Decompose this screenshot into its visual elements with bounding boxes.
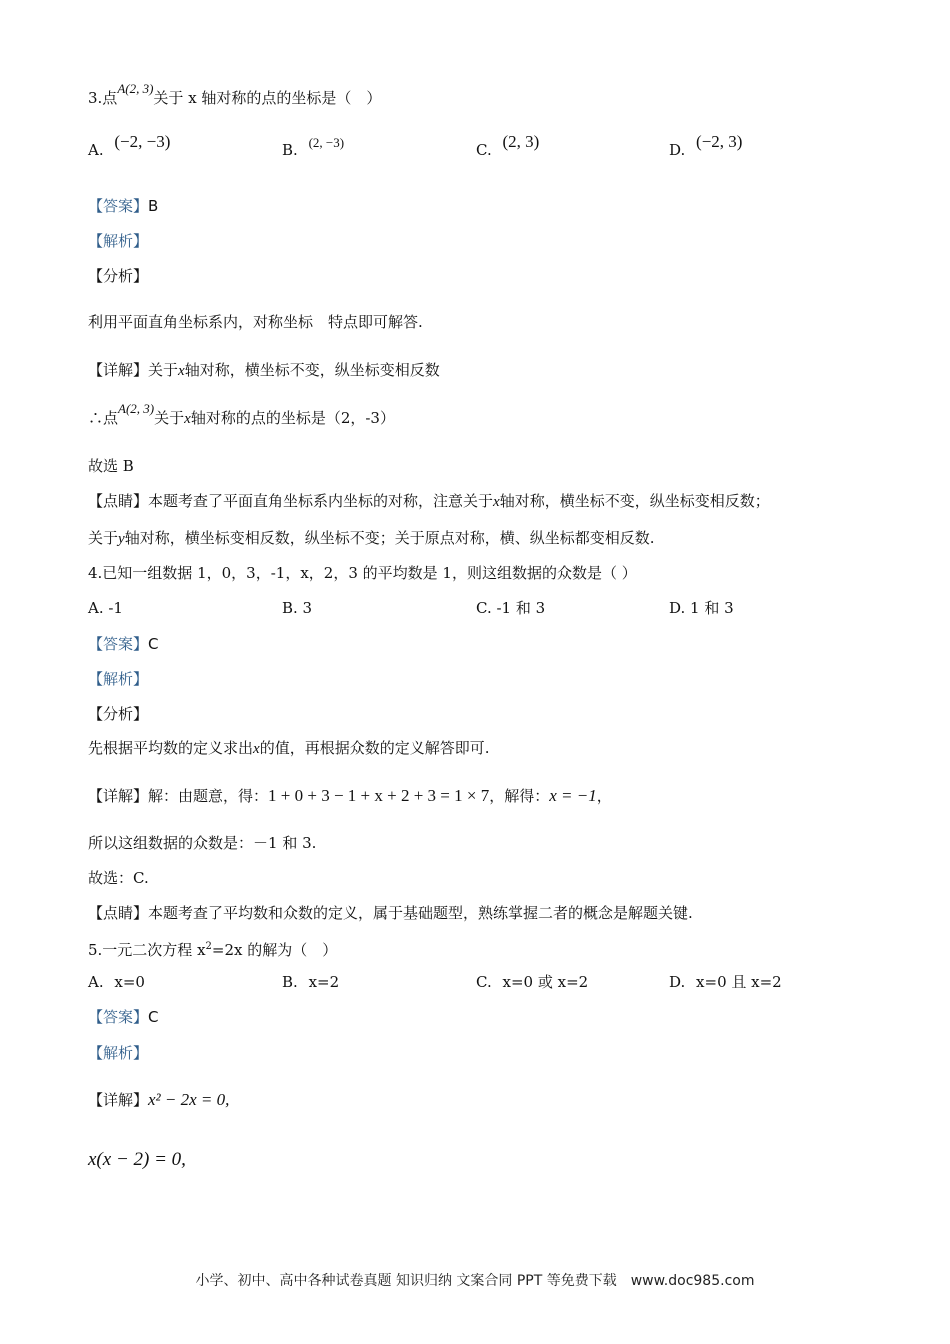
option-letter: A. <box>88 141 104 159</box>
option-letter: C. <box>476 973 492 991</box>
q3-number: 3.点 <box>88 89 118 107</box>
math-solution: x = −1 <box>549 786 597 805</box>
detail-text: ， <box>596 787 612 805</box>
math-var: x <box>493 494 500 510</box>
math-equation: x(x − 2) = 0, <box>88 1149 186 1170</box>
q5-detail <box>88 1090 229 1110</box>
q3-fenxi-text: 利用平面直角坐标系内，对称坐标 特点即可解答. <box>88 313 423 331</box>
q3-fenxi-tag: 【分析】 <box>88 267 149 285</box>
answer-tag: 【答案】 <box>88 197 149 215</box>
q4-fenxi-text <box>88 738 489 759</box>
option-letter: A. <box>88 973 104 991</box>
answer-value: C <box>148 1008 159 1026</box>
comment-text: 本题考查了平均数和众数的定义，属于基础题型，熟练掌握二者的概念是解题关键. <box>148 904 693 922</box>
q4-answer <box>88 634 159 654</box>
q4-option-a: A. -1 <box>88 599 123 617</box>
answer-tag: 【答案】 <box>88 635 149 653</box>
q5-option-b <box>282 972 339 992</box>
q3-answer <box>88 196 158 216</box>
q5-option-d <box>669 972 782 992</box>
answer-value: C <box>148 635 159 653</box>
option-value: x=0 <box>114 973 145 991</box>
q4-fenxi-tag: 【分析】 <box>88 705 149 723</box>
q4-stem: 4.已知一组数据 1，0，3，-1，x，2，3 的平均数是 1，则这组数据的众数是（ ） <box>88 564 637 582</box>
detail-text: 轴对称，横坐标不变，纵坐标变相反数 <box>184 361 440 379</box>
math-var: y <box>118 531 125 547</box>
math-var: x <box>253 741 260 757</box>
detail-text: ，解得： <box>489 787 550 805</box>
math-var: x <box>184 411 191 427</box>
option-value: x=0 且 x=2 <box>696 973 782 991</box>
option-value: (−2, 3) <box>696 132 743 151</box>
q4-option-c: C. -1 和 3 <box>476 599 546 617</box>
option-value: (2, 3) <box>502 132 540 151</box>
comment-tag: 【点睛】 <box>88 904 149 922</box>
q3-comment-line1 <box>88 491 770 512</box>
option-letter: D. <box>669 973 686 991</box>
q3-point: A(2, 3) <box>117 81 154 96</box>
answer-value: B <box>148 197 159 215</box>
option-letter: C. <box>476 141 492 159</box>
fenxi-text: 的值，再根据众数的定义解答即可. <box>259 739 490 757</box>
option-value: x=2 <box>308 973 340 991</box>
q3-option-d <box>669 132 743 160</box>
q3-stem <box>88 81 382 109</box>
q4-choose: 故选：C. <box>88 869 149 887</box>
q5-equation-2 <box>88 1150 186 1170</box>
answer-tag: 【答案】 <box>88 1008 149 1026</box>
page-footer: 小学、初中、高中各种试卷真题 知识归纳 文案合同 PPT 等免费下载 www.doc985.com <box>195 1273 755 1289</box>
therefore-text: ∴点 <box>88 409 119 427</box>
option-value: (−2, −3) <box>114 132 171 151</box>
q3-choose: 故选 B <box>88 457 134 475</box>
fenxi-text: 先根据平均数的定义求出 <box>88 739 254 757</box>
superscript: 2 <box>205 941 212 952</box>
q5-stem <box>88 937 337 960</box>
q4-option-d: D. 1 和 3 <box>669 599 734 617</box>
q3-option-c <box>476 132 540 160</box>
math-equation: 1 + 0 + 3 − 1 + x + 2 + 3 = 1 × 7 <box>268 786 490 805</box>
q4-mode-line: 所以这组数据的众数是：－1 和 3. <box>88 834 317 852</box>
q4-detail <box>88 786 612 806</box>
q5-answer <box>88 1007 159 1027</box>
math-var: x <box>178 363 185 379</box>
q3-option-a <box>88 132 171 160</box>
option-letter: D. <box>669 141 686 159</box>
detail-text: 解：由题意，得： <box>148 787 269 805</box>
q5-analysis-tag: 【解析】 <box>88 1044 149 1062</box>
stem-text: =2x 的解为（ ） <box>211 941 338 959</box>
math-equation: x² − 2x = 0, <box>148 1090 230 1109</box>
q3-analysis-tag: 【解析】 <box>88 232 149 250</box>
option-value: x=0 或 x=2 <box>502 973 589 991</box>
detail-text: 关于 <box>148 361 179 379</box>
detail-tag: 【详解】 <box>88 1091 149 1109</box>
stem-text: 5.一元二次方程 x <box>88 941 206 959</box>
q3-point: A(2, 3) <box>118 401 155 416</box>
therefore-text: 轴对称的点的坐标是（2，-3） <box>190 409 395 427</box>
q4-comment <box>88 903 693 923</box>
therefore-text: 关于 <box>154 409 185 427</box>
q5-option-a <box>88 972 145 992</box>
q4-analysis-tag: 【解析】 <box>88 670 149 688</box>
comment-text: 轴对称，横坐标不变，纵坐标变相反数； <box>499 492 770 510</box>
option-letter: B. <box>282 141 298 159</box>
comment-tag: 【点睛】 <box>88 492 149 510</box>
q4-option-b: B. 3 <box>282 599 313 617</box>
q3-therefore <box>88 401 395 429</box>
option-letter: B. <box>282 973 298 991</box>
q3-stem-text: 关于 x 轴对称的点的坐标是（ ） <box>153 89 382 107</box>
q3-option-b <box>282 135 345 161</box>
option-value: (2, −3) <box>308 135 345 150</box>
comment-text: 关于 <box>88 529 119 547</box>
q3-detail <box>88 360 440 381</box>
q5-option-c <box>476 972 588 992</box>
q3-comment-line2 <box>88 528 654 549</box>
comment-text: 本题考查了平面直角坐标系内坐标的对称，注意关于 <box>148 492 494 510</box>
detail-tag: 【详解】 <box>88 787 149 805</box>
comment-text: 轴对称，横坐标变相反数，纵坐标不变；关于原点对称，横、纵坐标都变相反数. <box>124 529 655 547</box>
detail-tag: 【详解】 <box>88 361 149 379</box>
